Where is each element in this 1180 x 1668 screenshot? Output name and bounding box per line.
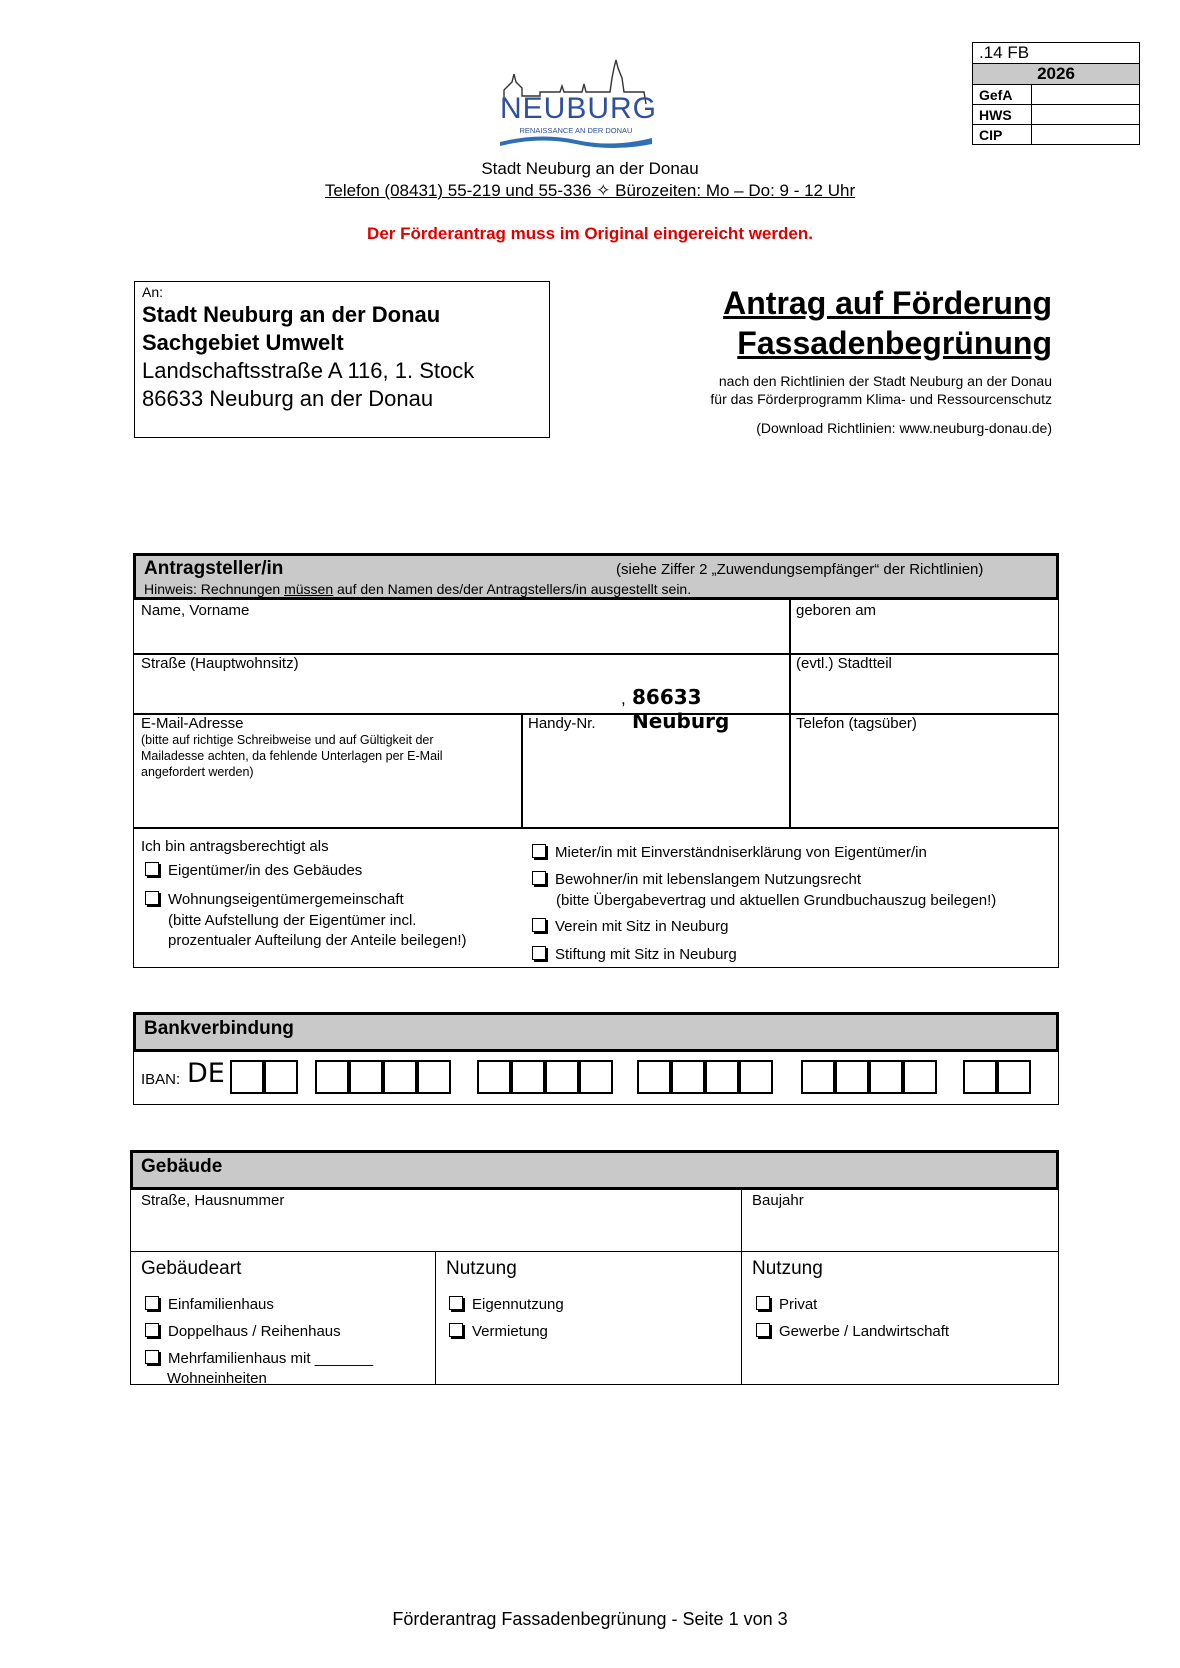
city-name: Stadt Neuburg an der Donau — [481, 159, 699, 178]
street-prefill-comma: , — [621, 689, 626, 708]
option-weg-note-2: prozentualer Aufteilung der Anteile beilegen!) — [168, 932, 467, 949]
usage-option-commercial-label: Gewerbe / Landwirtschaft — [779, 1323, 950, 1340]
iban-digit-box[interactable] — [383, 1060, 417, 1094]
option-weg[interactable] — [145, 891, 404, 908]
iban-digit-box[interactable] — [477, 1060, 511, 1094]
type-option-semi[interactable] — [145, 1323, 341, 1340]
address-to-label: An: — [142, 284, 164, 300]
building-street-label: Straße, Hausnummer — [141, 1192, 285, 1209]
form-title — [723, 283, 1052, 363]
iban-digit-box[interactable] — [671, 1060, 705, 1094]
email-field[interactable] — [135, 715, 520, 826]
logo-tagline: RENAISSANCE AN DER DONAU — [519, 126, 633, 135]
title-subtitle — [710, 372, 1052, 437]
usage-option-private[interactable] — [756, 1296, 817, 1313]
option-tenant[interactable] — [532, 844, 927, 861]
logo-name: NEUBURG — [500, 92, 658, 125]
building-street-field[interactable] — [132, 1192, 739, 1250]
usage-heading-2: Nutzung — [752, 1258, 823, 1279]
applicant-ref-note: (siehe Ziffer 2 „Zuwendungsempfänger“ der Richtlinien) — [616, 561, 984, 578]
district-label: (evtl.) Stadtteil — [796, 655, 892, 672]
page-footer: Förderantrag Fassadenbegrünung - Seite 1 von 3 — [392, 1609, 788, 1629]
ref-field-gefa[interactable] — [1032, 85, 1140, 105]
usage-option-own-label: Eigennutzung — [472, 1296, 564, 1313]
option-weg-label: Wohnungseigentümergemeinschaft — [168, 891, 404, 908]
option-resident-note: (bitte Übergabevertrag und aktuellen Grundbuchauszug beilegen!) — [556, 892, 997, 909]
iban-digit-box[interactable] — [835, 1060, 869, 1094]
iban-digit-box[interactable] — [511, 1060, 545, 1094]
iban-digit-box[interactable] — [903, 1060, 937, 1094]
hint-text-emphasis: müssen — [284, 581, 334, 597]
subtitle-line-2: für das Förderprogramm Klima- und Ressourcenschutz — [710, 391, 1052, 407]
reference-box — [972, 42, 1140, 145]
bank-section-header — [133, 1012, 1059, 1052]
resident-checkbox[interactable] — [532, 871, 546, 885]
ref-row-hws: HWS — [973, 105, 1032, 125]
contact-line: Telefon (08431) 55-219 und 55-336 ✧ Bürozeiten: Mo – Do: 9 - 12 Uhr — [324, 181, 856, 200]
subtitle-line-1: nach den Richtlinien der Stadt Neuburg an der Donau — [718, 373, 1052, 389]
option-owner-label: Eigentümer/in des Gebäudes — [168, 862, 363, 879]
option-resident[interactable] — [532, 871, 861, 888]
applicant-heading: Antragsteller/in — [144, 558, 284, 579]
hint-text-end: auf den Namen des/der Antragstellers/in ausgestellt sein. — [333, 581, 692, 597]
type-option-single-label: Einfamilienhaus — [168, 1296, 274, 1313]
option-weg-note-1: (bitte Aufstellung der Eigentümer incl. — [168, 912, 417, 929]
iban-digit-box[interactable] — [349, 1060, 383, 1094]
type-option-multi-label: Mehrfamilienhaus mit _______ — [168, 1350, 374, 1367]
type-option-multi[interactable] — [145, 1350, 373, 1367]
own-use-checkbox[interactable] — [449, 1296, 463, 1310]
club-checkbox[interactable] — [532, 918, 546, 932]
applicant-hint — [144, 581, 691, 597]
single-family-checkbox[interactable] — [145, 1296, 159, 1310]
ref-field-cip[interactable] — [1032, 125, 1140, 145]
district-field[interactable] — [792, 655, 1057, 712]
weg-checkbox[interactable] — [145, 891, 159, 905]
option-resident-label: Bewohner/in mit lebenslangem Nutzungsrecht — [555, 871, 861, 888]
form-year: 2026 — [973, 64, 1140, 85]
iban-digit-box[interactable] — [997, 1060, 1031, 1094]
ref-row-cip: CIP — [973, 125, 1032, 145]
iban-digit-box[interactable] — [869, 1060, 903, 1094]
construction-year-field[interactable] — [743, 1192, 1057, 1250]
phone-label: Telefon (tagsüber) — [796, 715, 917, 732]
rental-checkbox[interactable] — [449, 1323, 463, 1337]
iban-digit-box[interactable] — [739, 1060, 773, 1094]
usage-option-own[interactable] — [449, 1296, 564, 1313]
mobile-field[interactable] — [524, 715, 788, 826]
commercial-checkbox[interactable] — [756, 1323, 770, 1337]
download-note: (Download Richtlinien: www.neuburg-donau.de) — [756, 420, 1052, 436]
iban-digit-box[interactable] — [579, 1060, 613, 1094]
option-foundation[interactable] — [532, 946, 737, 963]
phone-field[interactable] — [792, 715, 1057, 826]
email-note: (bitte auf richtige Schreibweise und auf Gültigkeit der Mailadesse achten, da fehlende Unterlagen per E-Mail angefordert werden) — [141, 733, 443, 779]
multi-family-checkbox[interactable] — [145, 1350, 159, 1364]
usage-option-commercial[interactable] — [756, 1323, 949, 1340]
iban-digit-box[interactable] — [637, 1060, 671, 1094]
address-city: 86633 Neuburg an der Donau — [142, 386, 434, 411]
email-label: E-Mail-Adresse — [141, 715, 244, 732]
construction-year-label: Baujahr — [752, 1192, 804, 1209]
iban-digit-box[interactable] — [417, 1060, 451, 1094]
tenant-checkbox[interactable] — [532, 844, 546, 858]
building-type-heading: Gebäudeart — [141, 1258, 242, 1279]
birthdate-field[interactable] — [792, 602, 1057, 652]
iban-prefix: DE — [187, 1058, 225, 1089]
usage-option-rent-label: Vermietung — [472, 1323, 548, 1340]
river-wave-icon — [500, 134, 652, 148]
form-code: .14 FB — [973, 43, 1140, 64]
street-label: Straße (Hauptwohnsitz) — [141, 655, 299, 672]
iban-digit-box[interactable] — [264, 1060, 298, 1094]
private-checkbox[interactable] — [756, 1296, 770, 1310]
iban-digit-box[interactable] — [230, 1060, 264, 1094]
usage-option-rent[interactable] — [449, 1323, 548, 1340]
iban-label: IBAN: — [141, 1071, 181, 1088]
iban-digit-box[interactable] — [963, 1060, 997, 1094]
name-field[interactable] — [135, 602, 787, 652]
birthdate-label: geboren am — [796, 602, 877, 619]
type-option-semi-label: Doppelhaus / Reihenhaus — [168, 1323, 341, 1340]
bank-heading: Bankverbindung — [144, 1018, 294, 1039]
option-foundation-label: Stiftung mit Sitz in Neuburg — [555, 946, 737, 963]
title-line-2: Fassadenbegrünung — [737, 325, 1052, 361]
iban-digit-box[interactable] — [545, 1060, 579, 1094]
option-club[interactable] — [532, 918, 728, 935]
eligibility-label: Ich bin antragsberechtigt als — [141, 838, 329, 855]
option-club-label: Verein mit Sitz in Neuburg — [555, 918, 729, 935]
original-notice: Der Förderantrag muss im Original eingereicht werden. — [367, 224, 813, 243]
hint-text-start: Hinweis: Rechnungen — [144, 581, 285, 597]
usage-option-private-label: Privat — [779, 1296, 818, 1313]
name-label: Name, Vorname — [141, 602, 250, 619]
type-option-multi-units: Wohneinheiten — [167, 1370, 267, 1387]
address-box — [134, 281, 550, 438]
address-street: Landschaftsstraße A 116, 1. Stock — [142, 358, 475, 383]
mobile-label: Handy-Nr. — [528, 715, 596, 732]
owner-checkbox[interactable] — [145, 862, 159, 876]
title-line-1: Antrag auf Förderung — [723, 285, 1052, 321]
semi-detached-checkbox[interactable] — [145, 1323, 159, 1337]
iban-digit-box[interactable] — [801, 1060, 835, 1094]
street-prefill-city: 86633 Neuburg — [632, 685, 730, 733]
type-option-single[interactable] — [145, 1296, 274, 1313]
iban-digit-box[interactable] — [705, 1060, 739, 1094]
address-department: Sachgebiet Umwelt — [142, 330, 344, 355]
address-recipient: Stadt Neuburg an der Donau — [142, 302, 441, 327]
iban-digit-box[interactable] — [315, 1060, 349, 1094]
usage-heading-1: Nutzung — [446, 1258, 517, 1279]
option-owner[interactable] — [145, 862, 362, 879]
building-heading: Gebäude — [141, 1156, 223, 1177]
foundation-checkbox[interactable] — [532, 946, 546, 960]
neuburg-logo — [500, 52, 658, 144]
option-tenant-label: Mieter/in mit Einverständniserklärung von Eigentümer/in — [555, 844, 927, 861]
building-section-header — [130, 1150, 1059, 1190]
ref-field-hws[interactable] — [1032, 105, 1140, 125]
ref-row-gefa: GefA — [973, 85, 1032, 105]
applicant-section-header — [133, 553, 1059, 600]
